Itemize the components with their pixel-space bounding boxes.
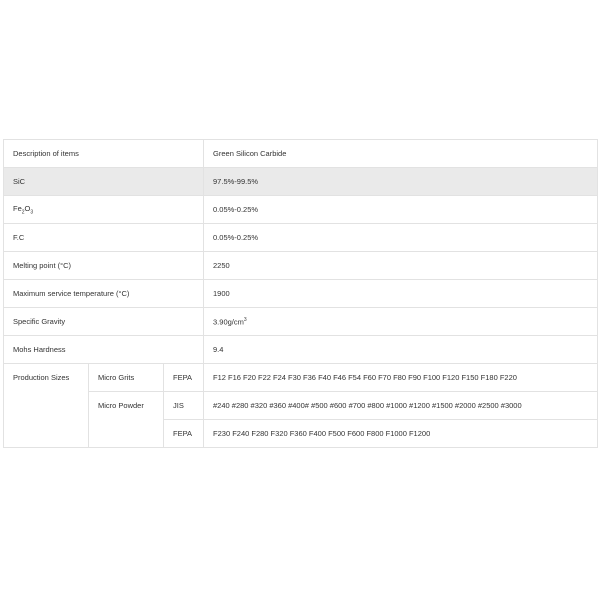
table-row-melting-point	[4, 252, 598, 280]
table-row-fc	[4, 224, 598, 252]
row-value: 1900	[204, 280, 598, 308]
table-row-specific-gravity	[4, 308, 598, 336]
spec-table-container	[3, 139, 597, 448]
micro-powder-label: Micro Powder	[89, 392, 164, 448]
row-value: 0.05%-0.25%	[204, 224, 598, 252]
production-sizes-label: Production Sizes	[4, 364, 89, 448]
formula-o: O	[24, 203, 31, 213]
row-label: Specific Gravity	[4, 308, 204, 336]
table-row-fe2o3	[4, 196, 598, 224]
micro-grits-standard: FEPA	[164, 364, 204, 392]
table-row-micro-powder-jis	[4, 392, 598, 420]
header-label: Description of items	[4, 140, 204, 168]
row-value	[204, 308, 598, 336]
spec-table	[3, 139, 598, 448]
micro-grits-sizes: F12 F16 F20 F22 F24 F30 F36 F40 F46 F54 F60 F70 F80 F90 F100 F120 F150 F180 F220	[204, 364, 598, 392]
row-label	[4, 196, 204, 224]
micro-grits-label: Micro Grits	[89, 364, 164, 392]
micro-powder-fepa-standard: FEPA	[164, 420, 204, 448]
gravity-value: 3.90g/cm	[213, 317, 244, 327]
row-label: Mohs Hardness	[4, 336, 204, 364]
row-value: 9.4	[204, 336, 598, 364]
header-value: Green Silicon Carbide	[204, 140, 598, 168]
micro-powder-jis-sizes: #240 #280 #320 #360 #400# #500 #600 #700 #800 #1000 #1200 #1500 #2000 #2500 #3000	[204, 392, 598, 420]
row-label: Maximum service temperature (°C)	[4, 280, 204, 308]
row-label: SiC	[4, 168, 204, 196]
row-label: F.C	[4, 224, 204, 252]
micro-powder-jis-standard: JIS	[164, 392, 204, 420]
table-row-micro-grits	[4, 364, 598, 392]
formula-fe: Fe	[13, 203, 22, 213]
micro-powder-fepa-sizes: F230 F240 F280 F320 F360 F400 F500 F600 F800 F1000 F1200	[204, 420, 598, 448]
table-row-mohs-hardness	[4, 336, 598, 364]
row-value: 2250	[204, 252, 598, 280]
table-row-max-service-temp	[4, 280, 598, 308]
row-value: 97.5%-99.5%	[204, 168, 598, 196]
formula-sub-3: 3	[30, 209, 34, 216]
formula-sub-2: 2	[21, 209, 25, 216]
table-header-row	[4, 140, 598, 168]
row-label: Melting point (°C)	[4, 252, 204, 280]
gravity-sup-3: 3	[243, 316, 247, 323]
table-row-sic	[4, 168, 598, 196]
row-value: 0.05%-0.25%	[204, 196, 598, 224]
